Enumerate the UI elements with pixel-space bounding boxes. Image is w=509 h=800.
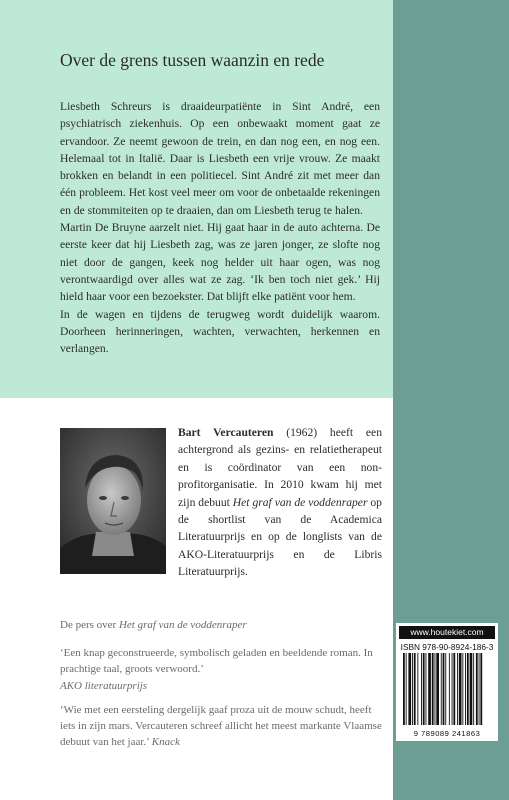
synopsis-paragraph-3: In de wagen en tijdens de terugweg wordt duidelijk waarom. Doorheen herinneringen, wachten, verwachten, herkennen en verlangen. — [60, 307, 380, 356]
press-quote-2 — [60, 702, 382, 751]
press-lead-text: De pers over — [60, 619, 119, 631]
barcode-bars — [399, 653, 495, 729]
press-quote-2-text: ‘Wie met een eersteling dergelijk gaaf proza uit de mouw schudt, heeft iets in zijn mars. Vercauteren schreef allicht het meest markante Vlaamse debuut van het jaar.’ — [60, 703, 382, 749]
barcode-block — [396, 623, 498, 741]
synopsis-paragraph-2: Martin De Bruyne aarzelt niet. Hij gaat haar in de auto achterna. De eerste keer dat hij Liesbeth zag, was ze jaren jonger, ze slofte nog niet door de gangen, keek nog helder uit haar ogen, was nog verontwaardigd over alles wat ze zag. ‘Ik ben toch niet gek.’ Hij hield haar voor een bezoekster. Dat blijft elke patiënt voor hem. — [60, 221, 380, 304]
press-lead — [60, 617, 382, 633]
author-bio — [178, 424, 382, 581]
press-lead-title: Het graf van de voddenraper — [118, 619, 247, 631]
cover-headline: Over de grens tussen waanzin en rede — [60, 50, 325, 70]
press-quote-1 — [60, 645, 382, 694]
publisher-website: www.houtekiet.com — [399, 626, 495, 639]
press-quote-1-text: ‘Een knap geconstrueerde, symbolisch geladen en beeldende roman. In prachtige taal, groots verwoord.’ — [60, 647, 373, 676]
press-quote-1-source: AKO literatuurprijs — [60, 679, 148, 692]
synopsis-paragraph-1: Liesbeth Schreurs is draaideurpatiënte in Sint André, een psychiatrisch ziekenhuis. Op een onbewaakt moment gaat ze ervandoor. Ze neemt gewoon de trein, en dan nog een, en nog een. Helemaal tot in Italië. Daar is Liesbeth een vrije vrouw. Ze maakt brokken en belandt in een politiecel. Sint André zit met meer dan één probleem. Het kost veel meer om voor de onbetaalde rekeningen en de stommiteiten op te draaien, dan om Liesbeth terug te halen. — [60, 100, 380, 217]
author-bio-text-1: (1962) heeft een achtergrond als gezins- en relatietherapeut en is coördinator van een non-profitorganisatie. In 2010 kwam hij met zijn debuut — [178, 426, 382, 509]
press-quotes — [60, 617, 382, 758]
barcode-digits: 9 789089 241863 — [413, 729, 481, 738]
author-photo — [60, 428, 166, 574]
author-bio-text-2: op de shortlist van de Academica Literatuurprijs en op de longlists van de AKO-Literatuurprijs en de Libris Literatuurprijs. — [178, 495, 382, 579]
isbn-number: ISBN 978-90-8924-186-3 — [400, 642, 494, 652]
press-quote-2-source: Knack — [151, 736, 180, 749]
synopsis — [60, 98, 380, 357]
author-name: Bart Vercauteren — [178, 426, 274, 439]
debut-title: Het graf van de voddenraper — [232, 495, 368, 509]
